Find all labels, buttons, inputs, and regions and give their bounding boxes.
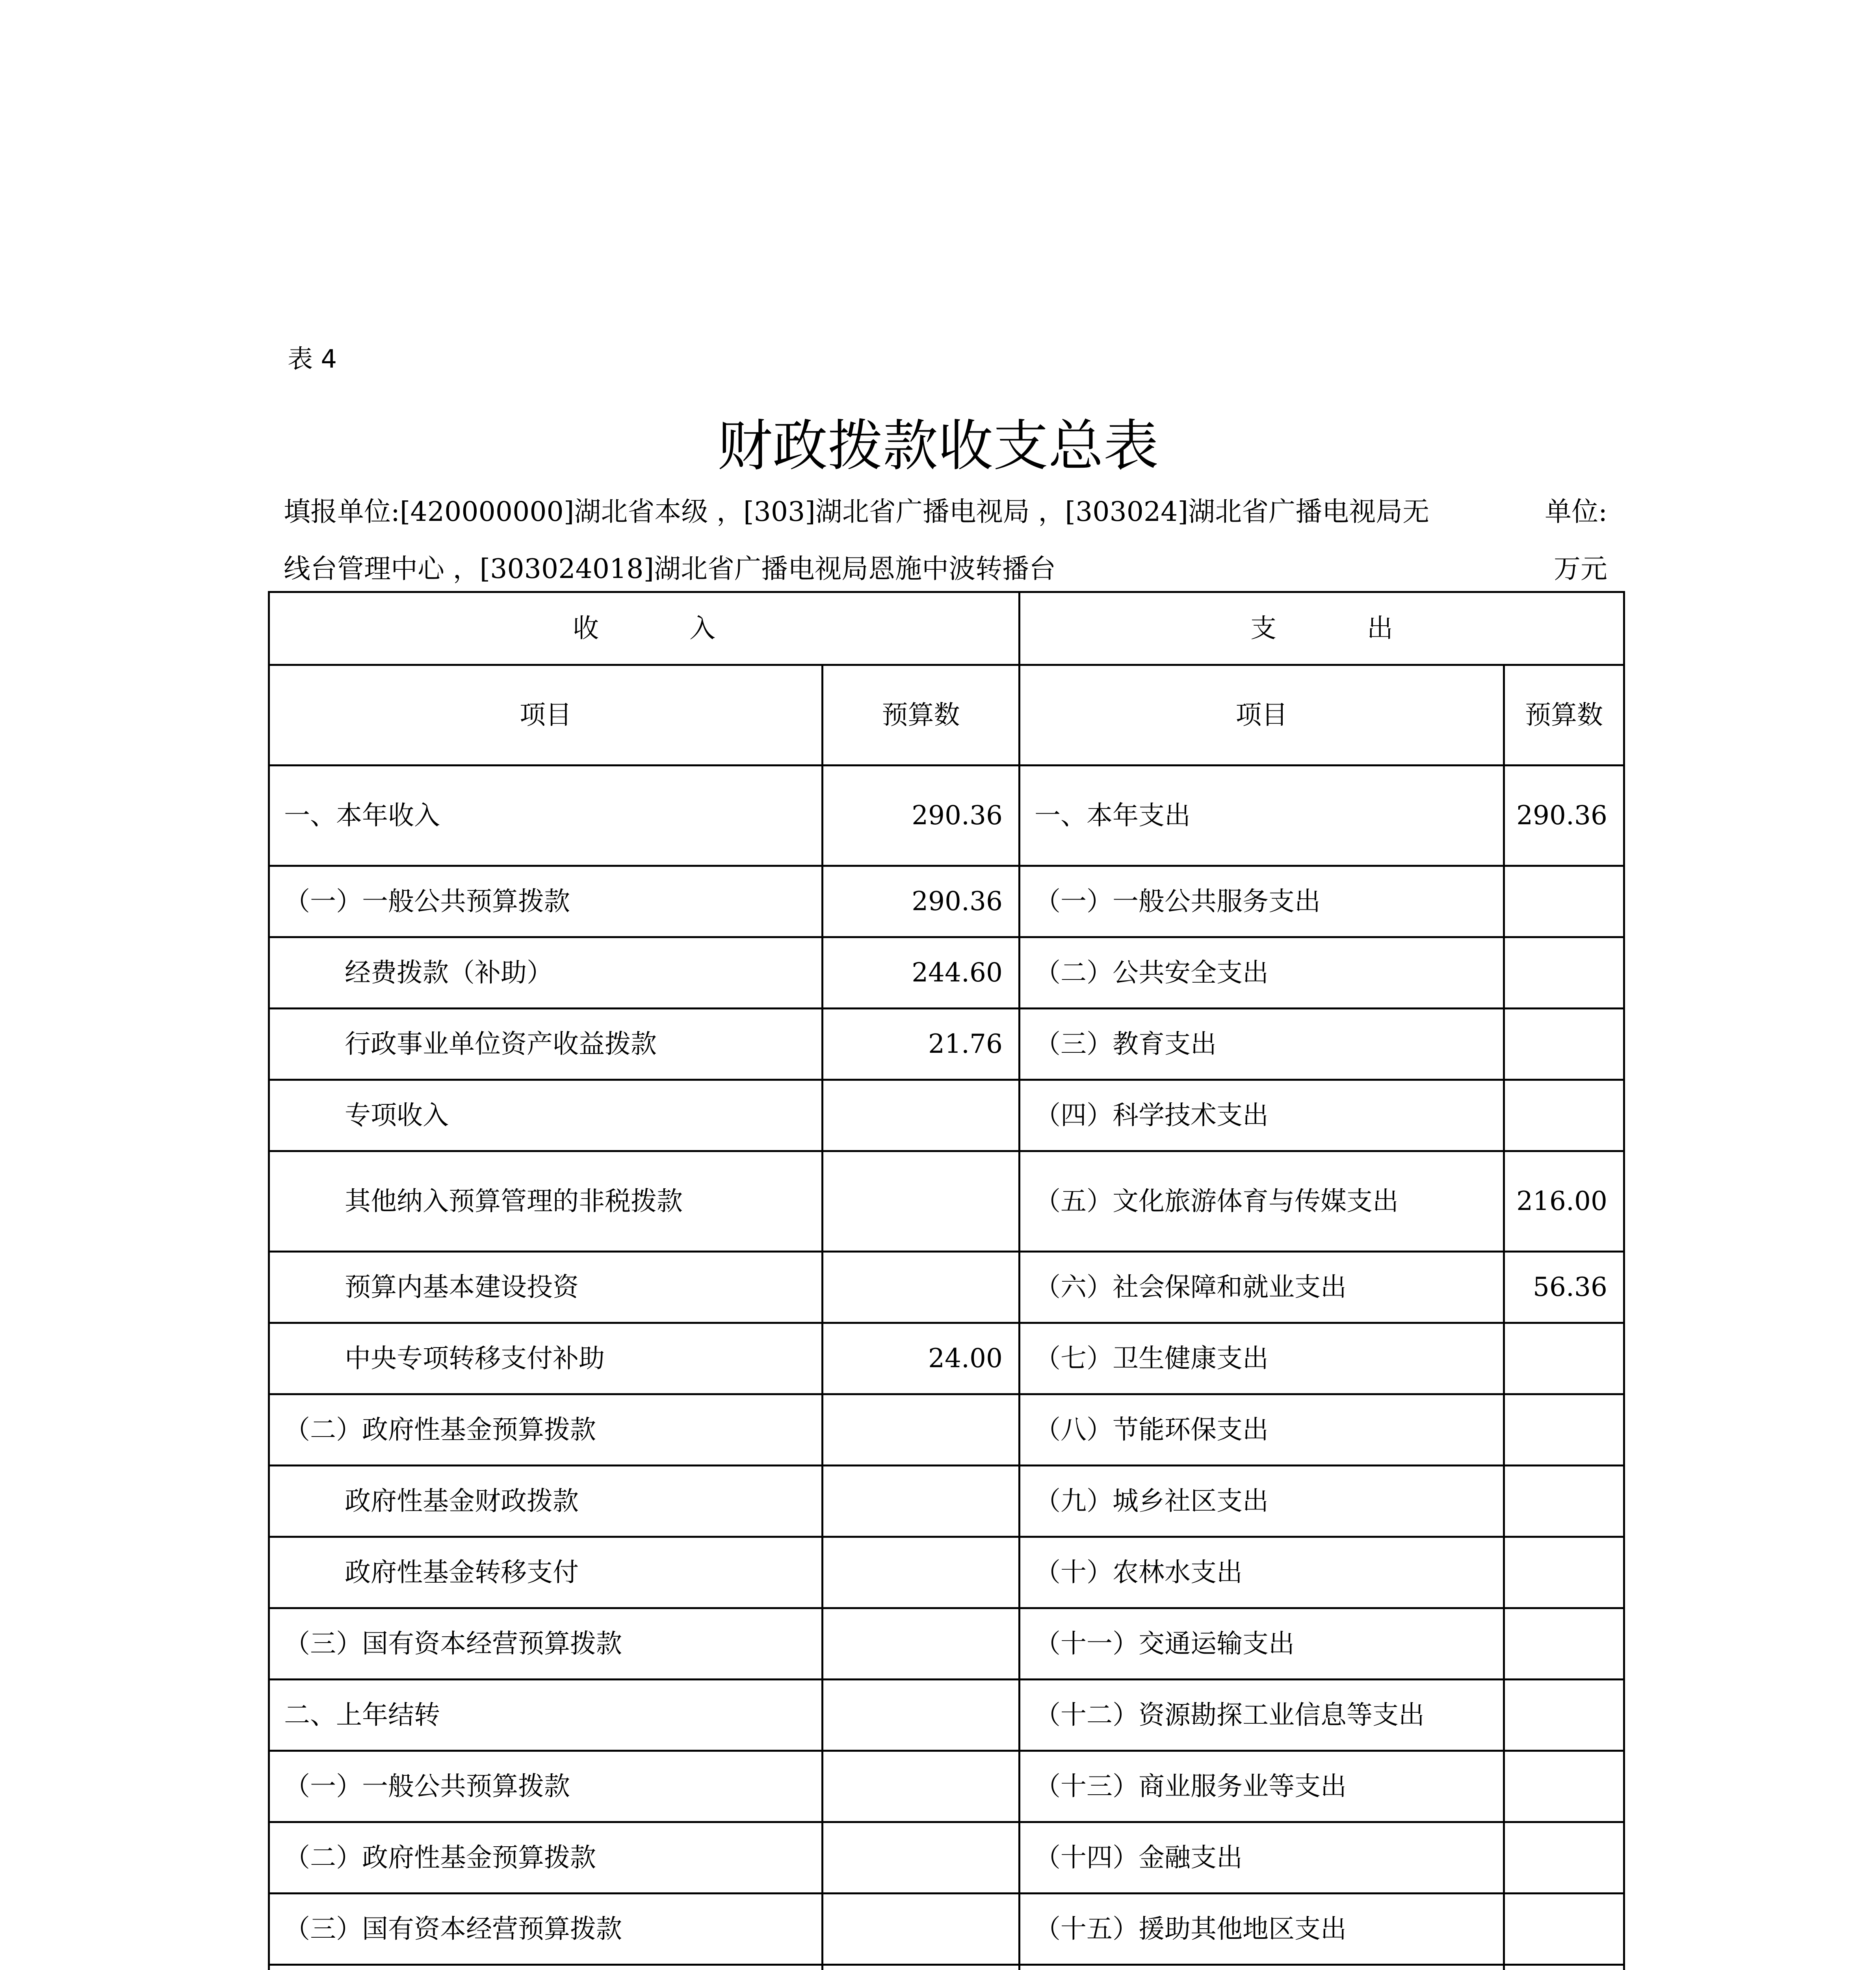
income-budget-cell: 244.60 [823, 937, 1020, 1009]
table-row [269, 1894, 1624, 1965]
income-item-cell: （一）一般公共预算拨款 [269, 866, 823, 937]
expense-item-cell: （十三）商业服务业等支出 [1020, 1751, 1504, 1822]
expense-budget-cell [1504, 1680, 1624, 1751]
table-row [269, 1252, 1624, 1323]
unit-value: 万元 [1553, 554, 1607, 585]
expense-budget-cell [1504, 1822, 1624, 1894]
income-budget-cell [823, 1537, 1020, 1608]
income-budget-cell: 21.76 [823, 1009, 1020, 1080]
expense-budget-cell [1504, 937, 1624, 1009]
income-item-cell: （二）政府性基金预算拨款 [269, 1822, 823, 1894]
expense-budget-cell [1504, 1080, 1624, 1151]
expense-budget-cell [1504, 1965, 1624, 1970]
income-budget-header: 预算数 [823, 665, 1020, 766]
table-row [269, 1080, 1624, 1151]
table-row [269, 1965, 1624, 1970]
expense-item-cell: （四）科学技术支出 [1020, 1080, 1504, 1151]
expense-budget-cell [1504, 866, 1624, 937]
expense-budget-cell [1504, 1323, 1624, 1394]
income-item-cell: 预算内基本建设投资 [269, 1252, 823, 1323]
income-item-cell: （二）政府性基金预算拨款 [269, 1394, 823, 1466]
expense-group-header: 支 出 [1020, 592, 1624, 665]
expense-item-cell: （十四）金融支出 [1020, 1822, 1504, 1894]
income-budget-cell [823, 1894, 1020, 1965]
expense-budget-header: 预算数 [1504, 665, 1624, 766]
expense-item-cell: （十五）援助其他地区支出 [1020, 1894, 1504, 1965]
income-budget-cell [823, 1080, 1020, 1151]
table-label: 表 4 [288, 345, 337, 374]
reporting-unit-text-1: 填报单位:[420000000]湖北省本级 ，[303]湖北省广播电视局 ，[303024]湖北省广播电视局无 [284, 496, 1430, 528]
income-budget-cell [823, 1252, 1020, 1323]
expense-budget-cell [1504, 1894, 1624, 1965]
income-item-cell: 行政事业单位资产收益拨款 [269, 1009, 823, 1080]
income-budget-cell [823, 1608, 1020, 1680]
expense-budget-cell [1504, 1608, 1624, 1680]
expense-item-cell: （十二）资源勘探工业信息等支出 [1020, 1680, 1504, 1751]
income-budget-cell: 290.36 [823, 766, 1020, 866]
fiscal-summary-table [268, 591, 1625, 1970]
table-row [269, 1822, 1624, 1894]
income-item-cell: 政府性基金转移支付 [269, 1537, 823, 1608]
expense-item-cell [1020, 1965, 1504, 1970]
income-budget-cell [823, 1965, 1020, 1970]
income-item-header: 项目 [269, 665, 823, 766]
income-item-cell: 专项收入 [269, 1080, 823, 1151]
income-item-cell: 经费拨款（补助） [269, 937, 823, 1009]
income-item-cell: 一、本年收入 [269, 766, 823, 866]
reporting-unit-text-2: 线台管理中心 ，[303024018]湖北省广播电视局恩施中波转播台 [284, 554, 1056, 585]
table-row [269, 1751, 1624, 1822]
expense-item-header: 项目 [1020, 665, 1504, 766]
income-budget-cell [823, 1394, 1020, 1466]
table-row [269, 1680, 1624, 1751]
income-budget-cell [823, 1466, 1020, 1537]
unit-label: 单位: [1545, 496, 1607, 528]
page-title: 财政拨款收支总表 [717, 414, 1159, 478]
expense-item-cell: （六）社会保障和就业支出 [1020, 1252, 1504, 1323]
table-row [269, 1394, 1624, 1466]
expense-item-cell: （五）文化旅游体育与传媒支出 [1020, 1151, 1504, 1252]
income-budget-cell: 290.36 [823, 866, 1020, 937]
expense-item-cell: （九）城乡社区支出 [1020, 1466, 1504, 1537]
table-row [269, 937, 1624, 1009]
table-row [269, 1009, 1624, 1080]
table-row [269, 1323, 1624, 1394]
income-item-cell: （三）国有资本经营预算拨款 [269, 1608, 823, 1680]
expense-item-cell: （三）教育支出 [1020, 1009, 1504, 1080]
income-item-cell [269, 1965, 823, 1970]
expense-budget-cell [1504, 1466, 1624, 1537]
reporting-unit-line-1 [284, 491, 1607, 529]
expense-budget-cell [1504, 1394, 1624, 1466]
income-budget-cell [823, 1680, 1020, 1751]
expense-item-cell: （八）节能环保支出 [1020, 1394, 1504, 1466]
table-row [269, 1608, 1624, 1680]
reporting-unit-line-2 [284, 548, 1607, 586]
income-group-header: 收 入 [269, 592, 1020, 665]
income-item-cell: 其他纳入预算管理的非税拨款 [269, 1151, 823, 1252]
expense-budget-cell: 290.36 [1504, 766, 1624, 866]
table-row [269, 1151, 1624, 1252]
expense-item-cell: （二）公共安全支出 [1020, 937, 1504, 1009]
expense-budget-cell [1504, 1751, 1624, 1822]
table-row [269, 766, 1624, 866]
expense-budget-cell: 216.00 [1504, 1151, 1624, 1252]
income-item-cell: （一）一般公共预算拨款 [269, 1751, 823, 1822]
expense-budget-cell [1504, 1009, 1624, 1080]
group-header-row [269, 592, 1624, 665]
expense-budget-cell [1504, 1537, 1624, 1608]
table-row [269, 866, 1624, 937]
income-budget-cell [823, 1822, 1020, 1894]
income-item-cell: 政府性基金财政拨款 [269, 1466, 823, 1537]
table-row [269, 1466, 1624, 1537]
expense-item-cell: （一）一般公共服务支出 [1020, 866, 1504, 937]
income-budget-cell [823, 1151, 1020, 1252]
expense-budget-cell: 56.36 [1504, 1252, 1624, 1323]
income-item-cell: 二、上年结转 [269, 1680, 823, 1751]
table-row [269, 1537, 1624, 1608]
expense-item-cell: 一、本年支出 [1020, 766, 1504, 866]
expense-item-cell: （十）农林水支出 [1020, 1537, 1504, 1608]
income-budget-cell [823, 1751, 1020, 1822]
expense-item-cell: （七）卫生健康支出 [1020, 1323, 1504, 1394]
income-item-cell: （三）国有资本经营预算拨款 [269, 1894, 823, 1965]
income-item-cell: 中央专项转移支付补助 [269, 1323, 823, 1394]
column-header-row [269, 665, 1624, 766]
income-budget-cell: 24.00 [823, 1323, 1020, 1394]
expense-item-cell: （十一）交通运输支出 [1020, 1608, 1504, 1680]
